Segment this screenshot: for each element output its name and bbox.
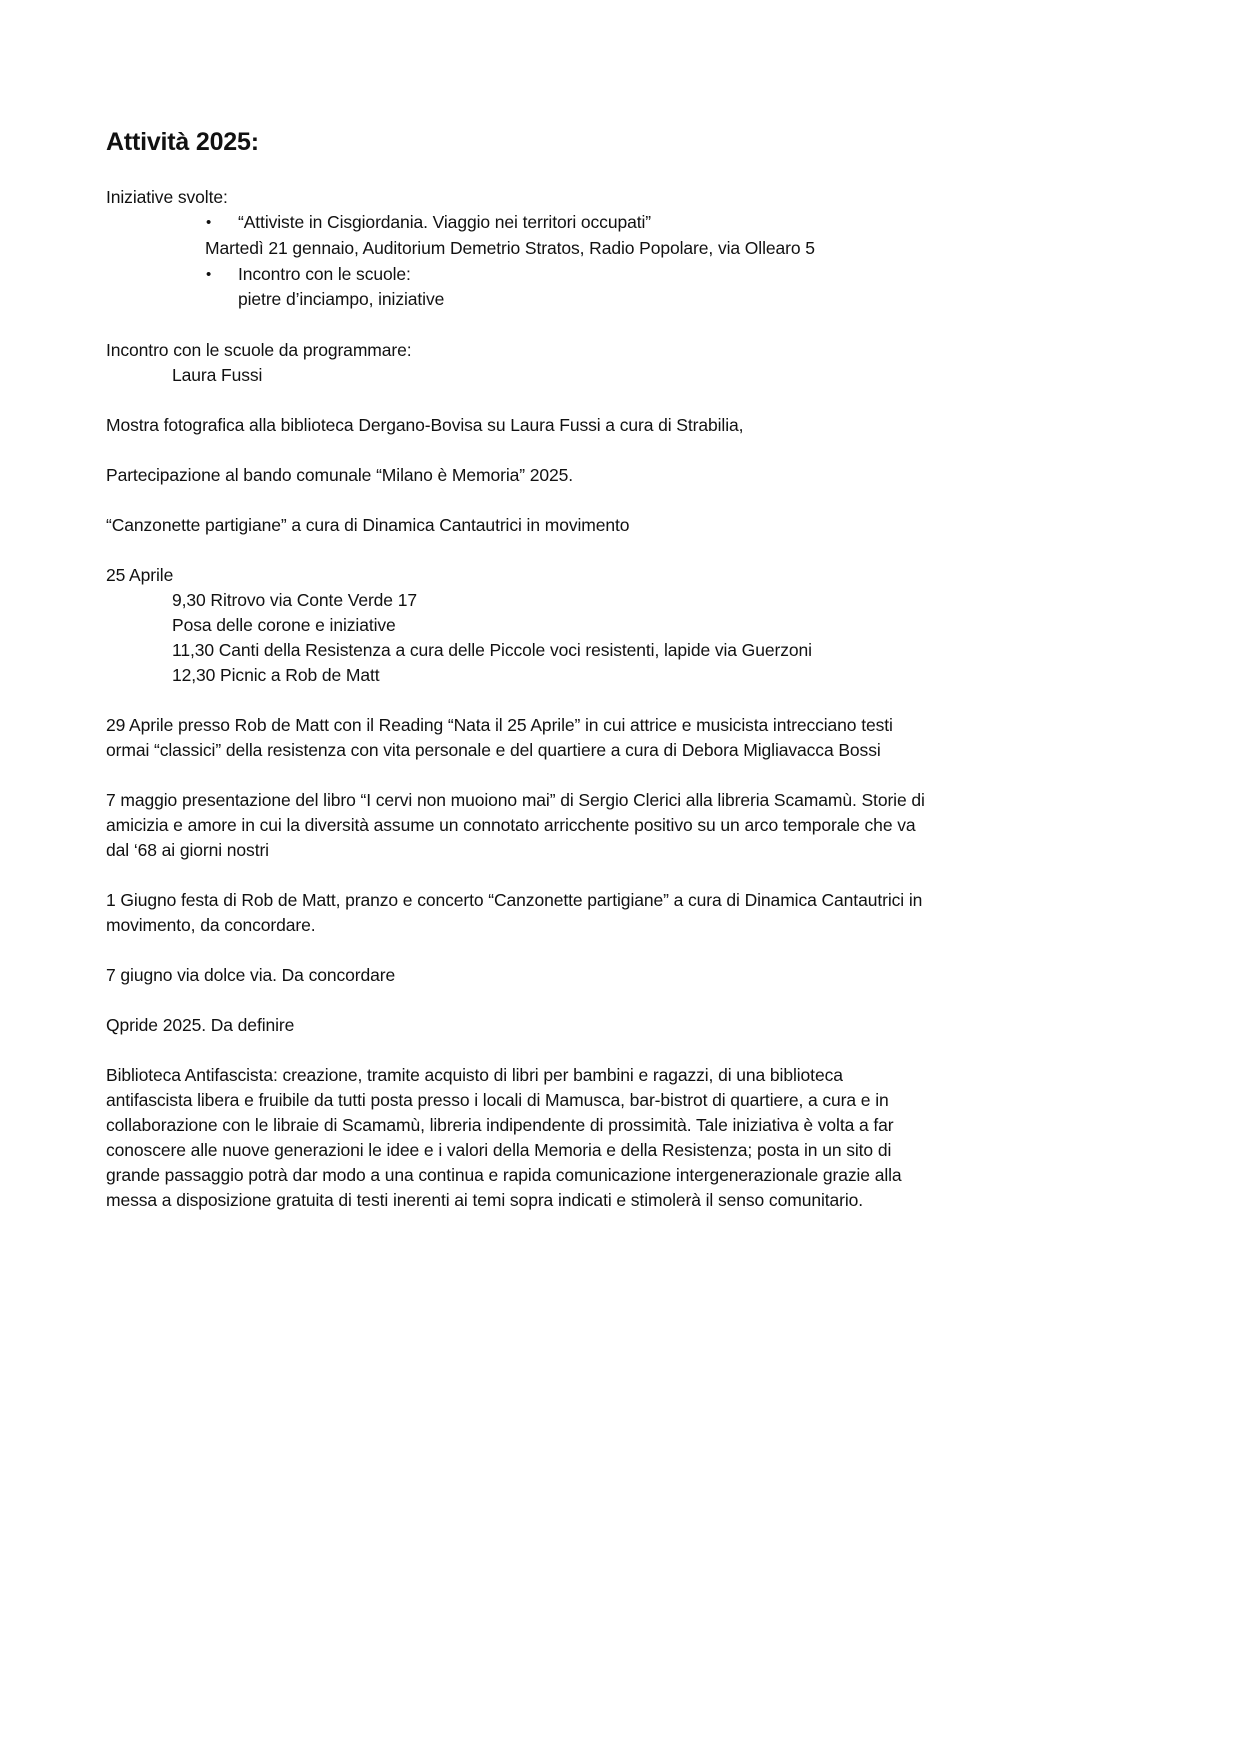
svolte-label: Iniziative svolte: bbox=[106, 187, 228, 207]
svolte-item-2: Incontro con le scuole: bbox=[238, 264, 411, 284]
bullet-icon: • bbox=[206, 214, 212, 231]
mostra-paragraph: Mostra fotografica alla biblioteca Dergano-Bovisa su Laura Fussi a cura di Strabilia, bbox=[106, 415, 744, 435]
biblioteca-line: conoscere alle nuove generazioni le idee e i valori della Memoria e della Resistenza; posta in un sito di bbox=[106, 1140, 892, 1160]
svolte-item-1-detail: Martedì 21 gennaio, Auditorium Demetrio Stratos, Radio Popolare, via Ollearo 5 bbox=[205, 238, 815, 258]
biblioteca-line: antifascista libera e fruibile da tutti posta presso i locali di Mamusca, bar-bistrot di quartiere, a cura e in bbox=[106, 1090, 889, 1110]
biblioteca-line: messa a disposizione gratuita di testi inerenti ai temi sopra indicati e stimolerà il senso comunitario. bbox=[106, 1190, 864, 1210]
aprile25-item: 11,30 Canti della Resistenza a cura delle Piccole voci resistenti, lapide via Guerzoni bbox=[172, 640, 812, 660]
page-title: Attività 2025: bbox=[106, 128, 259, 156]
bando-paragraph: Partecipazione al bando comunale “Milano è Memoria” 2025. bbox=[106, 465, 574, 485]
aprile29-line: ormai “classici” della resistenza con vita personale e del quartiere a cura di Debora Migliavacca Bossi bbox=[106, 740, 881, 760]
svolte-item-2-detail: pietre d’inciampo, iniziative bbox=[238, 289, 445, 309]
aprile25-item: 12,30 Picnic a Rob de Matt bbox=[172, 665, 380, 685]
biblioteca-line: Biblioteca Antifascista: creazione, tramite acquisto di libri per bambini e ragazzi, di una biblioteca bbox=[106, 1065, 843, 1085]
giugno1-line: 1 Giugno festa di Rob de Matt, pranzo e concerto “Canzonette partigiane” a cura di Dinamica Cantautrici in bbox=[106, 890, 923, 910]
programmare-detail: Laura Fussi bbox=[172, 365, 263, 385]
svolte-item-1: “Attiviste in Cisgiordania. Viaggio nei territori occupati” bbox=[238, 212, 651, 232]
canzonette-paragraph: “Canzonette partigiane” a cura di Dinamica Cantautrici in movimento bbox=[106, 515, 630, 535]
aprile29-line: 29 Aprile presso Rob de Matt con il Reading “Nata il 25 Aprile” in cui attrice e musicista intrecciano testi bbox=[106, 715, 893, 735]
maggio7-line: 7 maggio presentazione del libro “I cervi non muoiono mai” di Sergio Clerici alla libreria Scamamù. Storie di bbox=[106, 790, 925, 810]
aprile25-item: 9,30 Ritrovo via Conte Verde 17 bbox=[172, 590, 417, 610]
maggio7-line: dal ‘68 ai giorni nostri bbox=[106, 840, 269, 860]
giugno1-line: movimento, da concordare. bbox=[106, 915, 316, 935]
biblioteca-line: collaborazione con le libraie di Scamamù, libreria indipendente di prossimità. Tale iniziativa è volta a far bbox=[106, 1115, 894, 1135]
qpride-paragraph: Qpride 2025. Da definire bbox=[106, 1015, 295, 1035]
aprile25-label: 25 Aprile bbox=[106, 565, 174, 585]
giugno7-paragraph: 7 giugno via dolce via. Da concordare bbox=[106, 965, 396, 985]
biblioteca-line: grande passaggio potrà dar modo a una continua e rapida comunicazione intergenerazionale grazie alla bbox=[106, 1165, 902, 1185]
programmare-label: Incontro con le scuole da programmare: bbox=[106, 340, 412, 360]
bullet-icon: • bbox=[206, 266, 212, 283]
aprile25-item: Posa delle corone e iniziative bbox=[172, 615, 396, 635]
maggio7-line: amicizia e amore in cui la diversità assume un connotato arricchente positivo su un arco temporale che va bbox=[106, 815, 916, 835]
